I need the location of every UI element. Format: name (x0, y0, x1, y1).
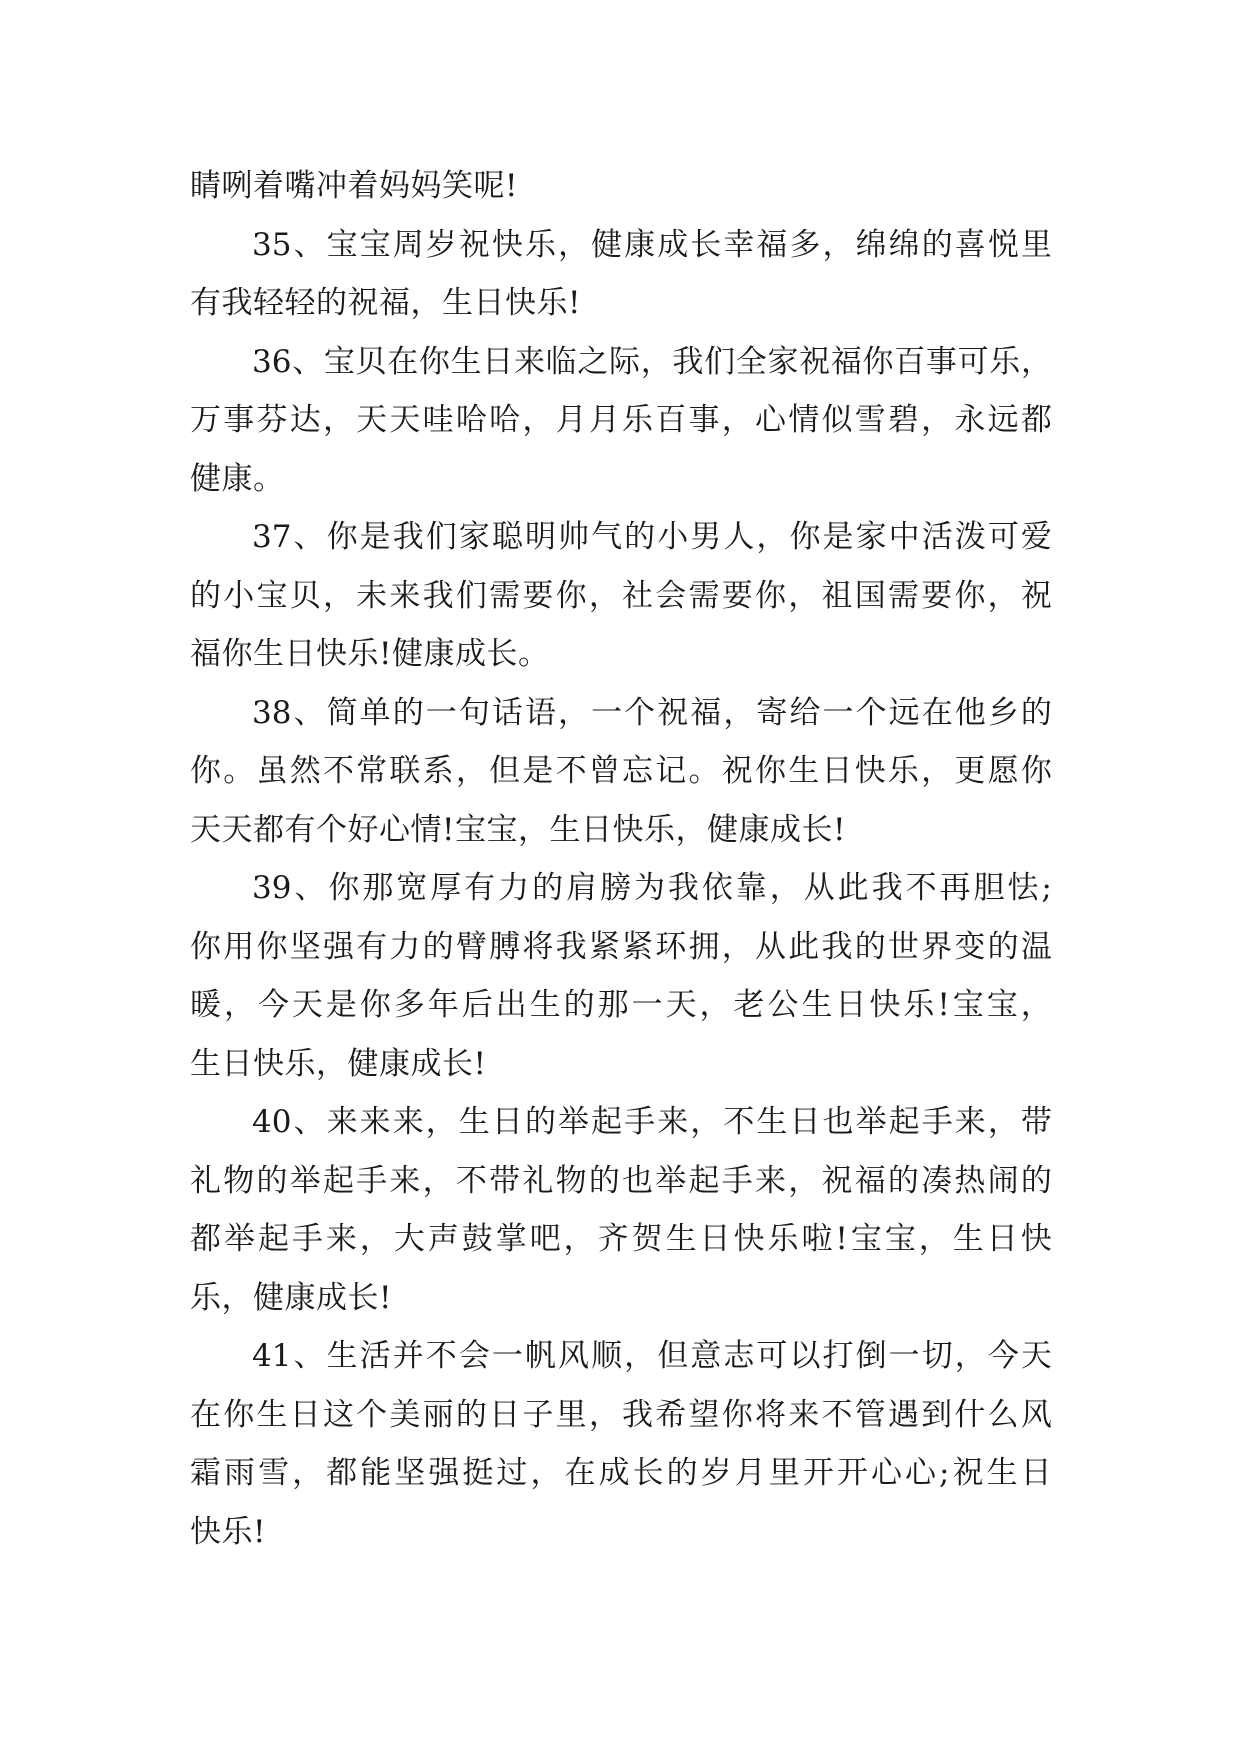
text-line: 福你生日快乐!健康成长。 (190, 636, 550, 672)
text-line: 38 、 简 单 的 一 句 话 语 ， 一 个 祝 福 ， 寄 给 一 个 远 在 他 乡 的 (252, 694, 1052, 731)
text-line: 41 、 生 活 并 不 会 一 帆 风 顺 ， 但 意 志 可 以 打 倒 一 切 ， 今 天 (252, 1338, 1052, 1374)
text-line: 35 、 宝 宝 周 岁 祝 快 乐 ， 健 康 成 长 幸 福 多 ， 绵 绵 的 喜 悦 里 (252, 226, 1052, 263)
text-line: 37 、 你 是 我 们 家 聪 明 帅 气 的 小 男 人 ， 你 是 家 中 活 泼 可 爱 (252, 519, 1052, 555)
text-line: 40 、 来 来 来 ， 生 日 的 举 起 手 来 ， 不 生 日 也 举 起 手 来 ， 带 (252, 1104, 1052, 1140)
text-line: 的 小 宝 贝 ， 未 来 我 们 需 要 你 ， 社 会 需 要 你 ， 祖 国 需 要 你 ， 祝 (190, 577, 1052, 614)
text-line: 礼 物 的 举 起 手 来 ， 不 带 礼 物 的 也 举 起 手 来 ， 祝 福 的 凑 热 闹 的 (190, 1162, 1052, 1199)
text-line: 万 事 芬 达 ， 天 天 哇 哈 哈 ， 月 月 乐 百 事 ， 心 情 似 雪 碧 ， 永 远 都 (190, 402, 1052, 438)
text-line: 都 举 起 手 来 ， 大 声 鼓 掌 吧 ， 齐 贺 生 日 快 乐 啦 ! 宝 宝 ， 生 日 快 (190, 1221, 1052, 1257)
text-line: 睛咧着嘴冲着妈妈笑呢! (190, 168, 518, 204)
text-line: 有我轻轻的祝福，生日快乐! (190, 285, 581, 321)
text-line: 生日快乐，健康成长! (190, 1045, 487, 1082)
text-line: 快乐! (190, 1513, 266, 1550)
document-body (190, 157, 1052, 1561)
text-line: 你 。 虽 然 不 常 联 系 ， 但 是 不 曾 忘 记 。 祝 你 生 日 快 乐 ， 更 愿 你 (190, 753, 1052, 789)
text-line: 39 、 你 那 宽 厚 有 力 的 肩 膀 为 我 依 靠 ， 从 此 我 不 再 胆 怯 ; (252, 870, 1052, 906)
text-line: 霜 雨 雪 ， 都 能 坚 强 挺 过 ， 在 成 长 的 岁 月 里 开 开 心 心 ; 祝 生 日 (190, 1455, 1052, 1491)
text-line: 36 、 宝 贝 在 你 生 日 来 临 之 际 ， 我 们 全 家 祝 福 你 百 事 可 乐 ， (252, 343, 1052, 380)
text-line: 你 用 你 坚 强 有 力 的 臂 膊 将 我 紧 紧 环 拥 ， 从 此 我 的 世 界 变 的 温 (190, 928, 1052, 965)
text-line: 暖 ， 今 天 是 你 多 年 后 出 生 的 那 一 天 ， 老 公 生 日 快 乐 ! 宝 宝 ， (190, 987, 1052, 1023)
text-line: 在 你 生 日 这 个 美 丽 的 日 子 里 ， 我 希 望 你 将 来 不 管 遇 到 什 么 风 (190, 1396, 1052, 1433)
text-line: 天天都有个好心情!宝宝，生日快乐，健康成长! (190, 811, 846, 848)
text-line: 乐，健康成长! (190, 1279, 392, 1316)
text-line: 健康。 (190, 460, 285, 497)
